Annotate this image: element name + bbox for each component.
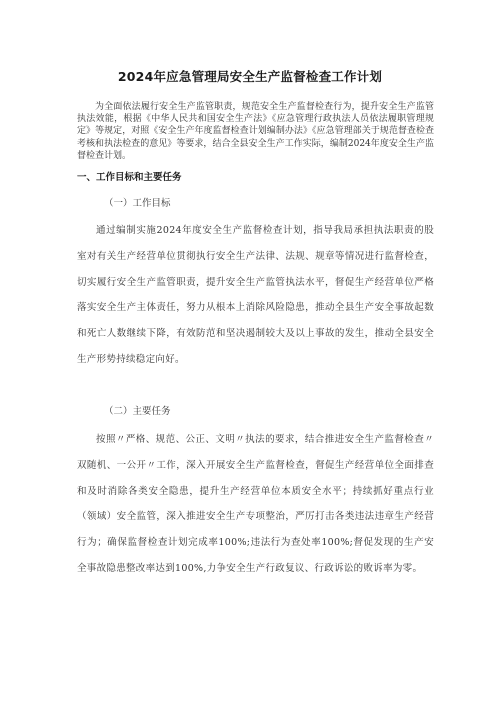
tasks-paragraph: 按照〃严格、规范、公正、文明〃执法的要求，结合推进安全生产监督检查〃双随机、一公开〃工作，深入开展安全生产监督检查，督促生产经营单位全面排查和及时消除各类安全隐患，提升生产经营单位本质安全水平；持续抓好重点行业（领域）安全监管，深入推进安全生产专项整治，严厉打击各类违法违章生产经营行为；确保监督检查计划完成率100%;违法行为查处率100%;督促发现的生产安全事故隐患整改率达到100%,力争安全生产行政复议、行政诉讼的败诉率为零。: [77, 434, 434, 574]
goals-paragraph: 通过编制实施2024年度安全生产监督检查计划，指导我局承担执法职责的股室对有关生产经营单位贯彻执行安全生产法律、法规、规章等情况进行监督检查，切实履行安全生产监管职责，提升安全生产监管执法水平，督促生产经营单位严格落实安全生产主体责任，努力从根本上消除风险隐患，推动全县生产安全事故起数和死亡人数继续下降，有效防范和坚决遏制较大及以上事故的发生，推动全县安全生产形势持续稳定向好。: [77, 225, 434, 365]
document-title: 2024年应急管理局安全生产监督检查工作计划: [117, 69, 383, 84]
intro-paragraph: 为全面依法履行安全生产监管职责，规范安全生产监督检查行为，提升安全生产监管执法效能，根据《中华人民共和国安全生产法》《应急管理行政执法人员依法履职管理规定》等规定，对照《安全生产年度监督检查计划编制办法》《应急管理部关于规范督查检查考核和执法检查的意见》等要求，结合全县安全生产工作实际，编制2024年度安全生产监督检查计划。: [77, 102, 434, 161]
subsection-heading-goals: （一）工作目标: [104, 198, 171, 209]
subsection-heading-tasks: （二）主要任务: [104, 406, 171, 417]
section-heading-goals-tasks: 一、工作目标和主要任务: [77, 172, 182, 183]
